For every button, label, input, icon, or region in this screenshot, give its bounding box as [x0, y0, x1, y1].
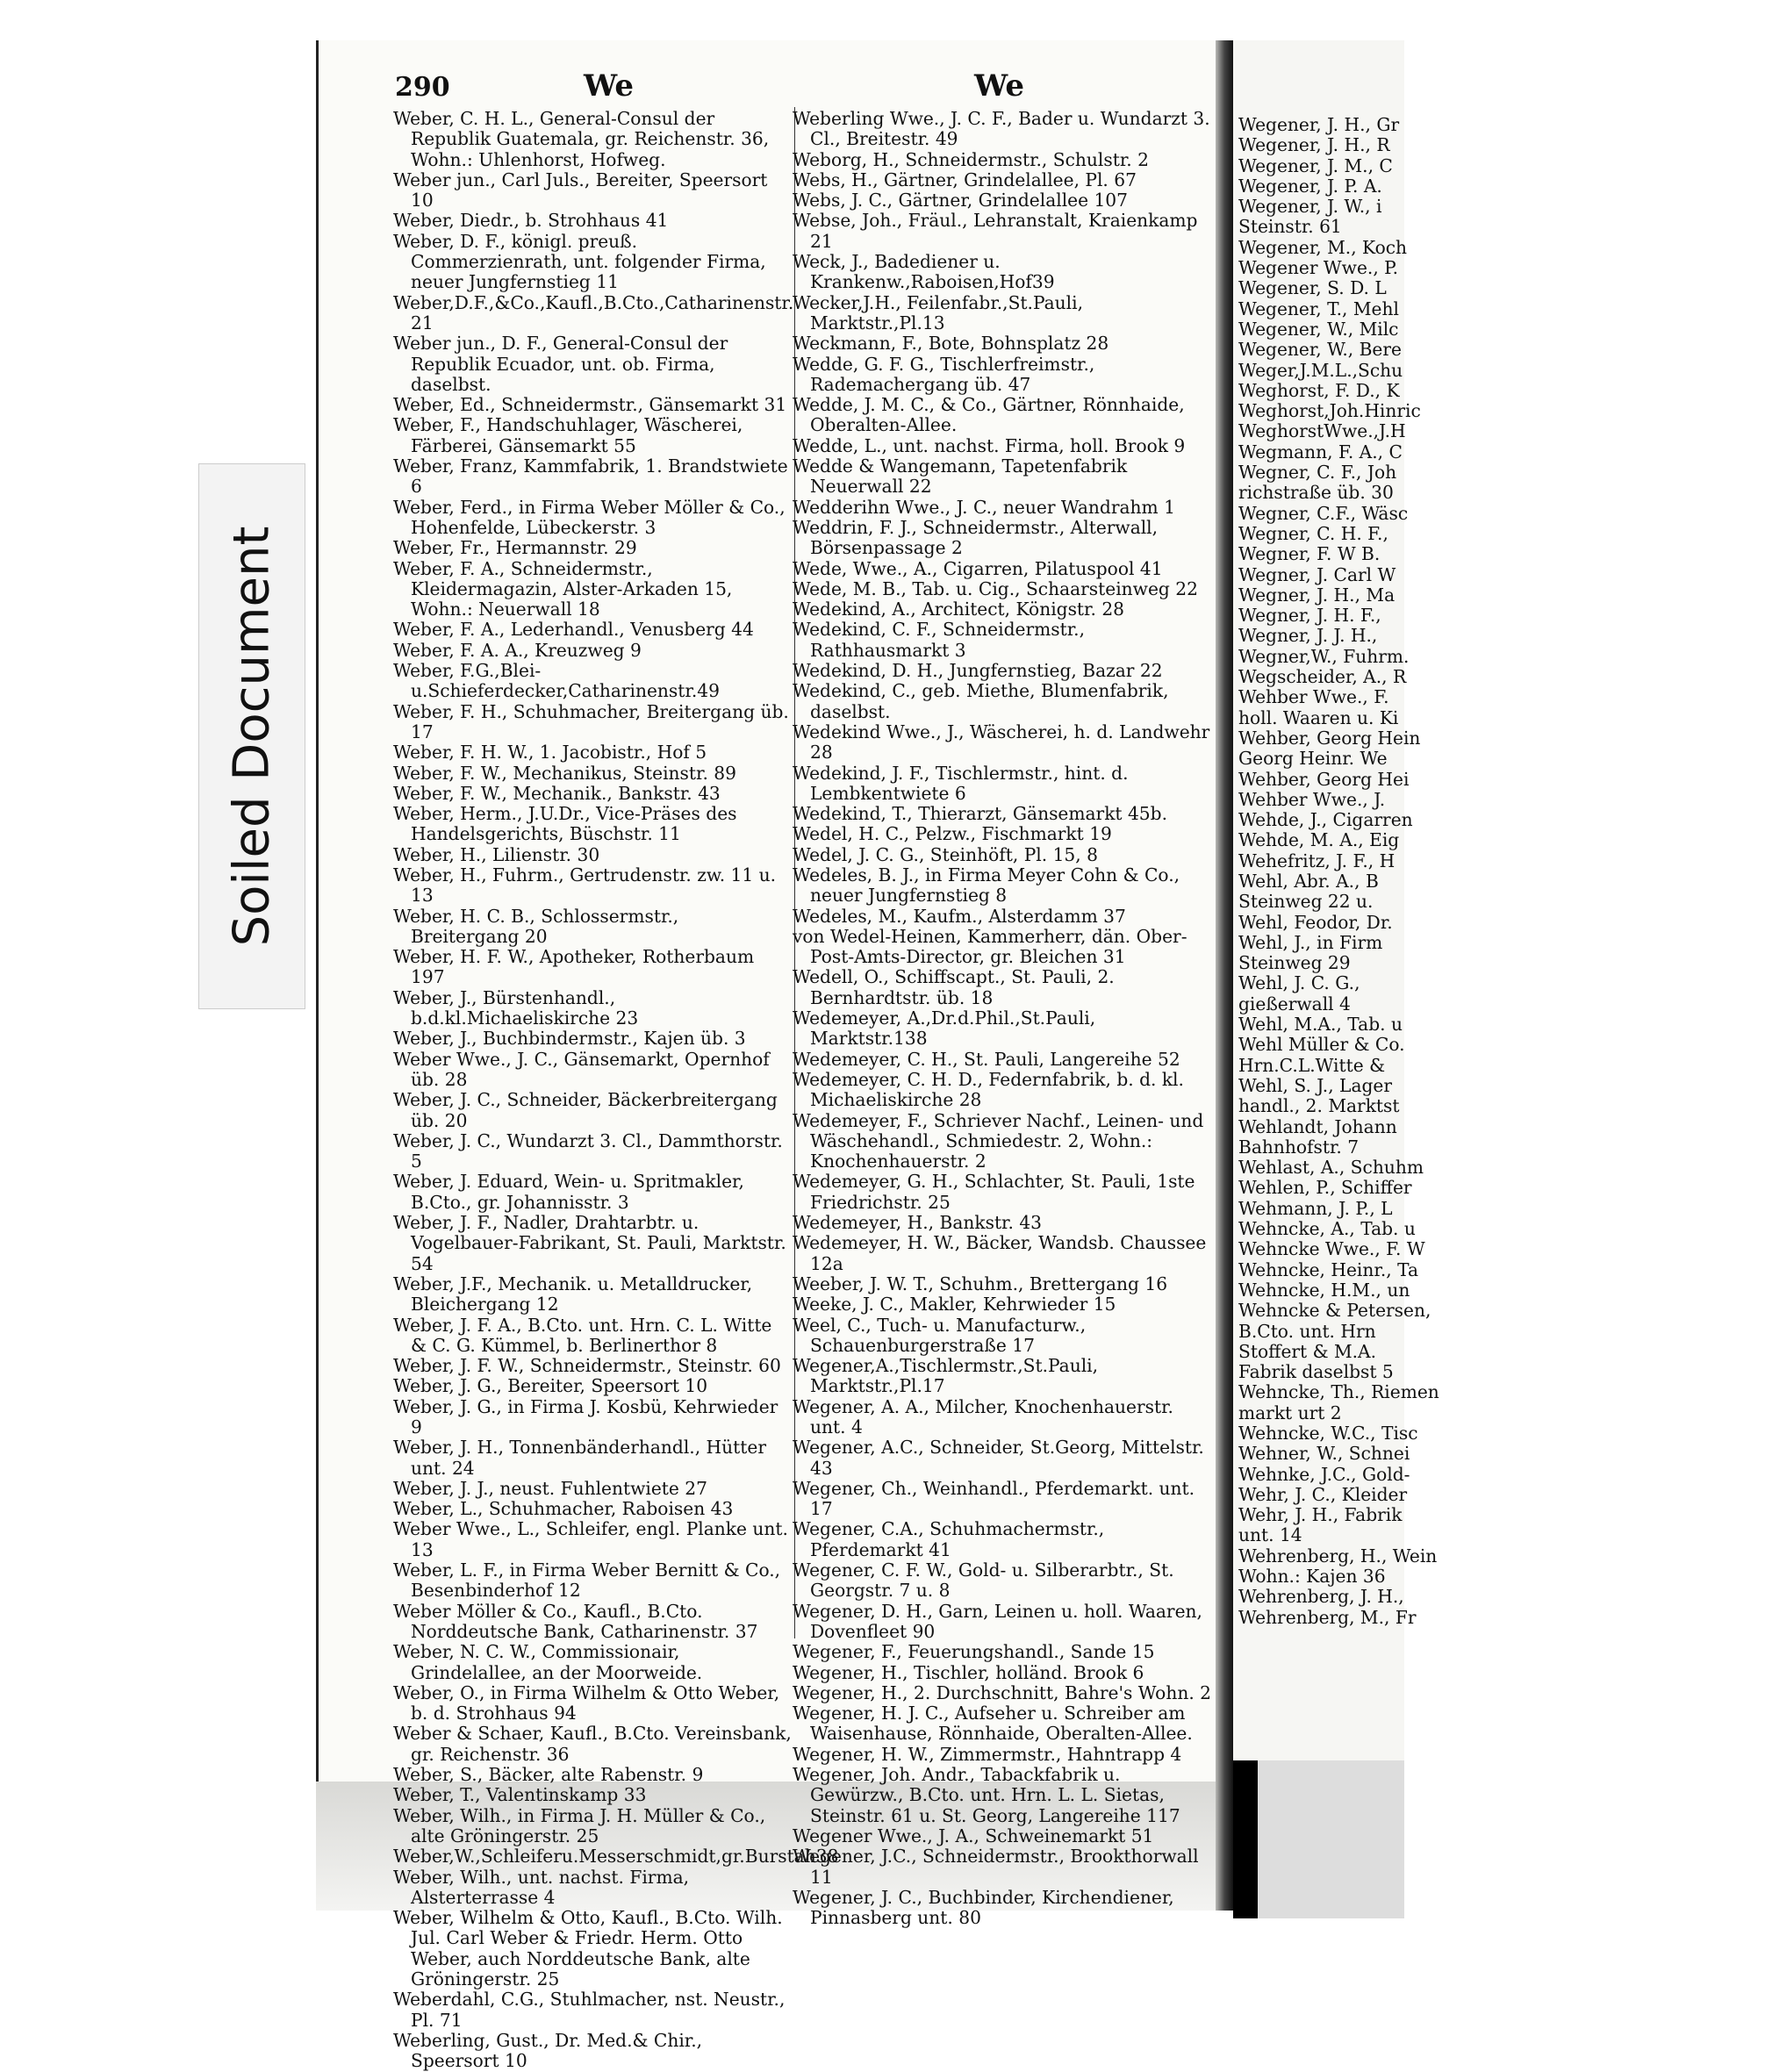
directory-entry: Weck, J., Badediener u. Krankenw.,Raboisen,Hof39 [793, 251, 1055, 293]
directory-entry: Wehlandt, Johann [1238, 1115, 1397, 1137]
directory-entry: Webs, J. C., Gärtner, Grindelallee 107 [793, 190, 1128, 212]
directory-entry: Weber, F., Handschuhlager, Wäscherei, Färberei, Gänsemarkt 55 [393, 414, 743, 456]
directory-entry: Wegner, J. J. H., [1238, 625, 1378, 647]
book-spine [1216, 40, 1233, 1911]
directory-entry: Wehl, Feodor, Dr. [1238, 911, 1393, 933]
directory-entry: von Wedel-Heinen, Kammerherr, dän. Ober-Post-Amts-Director, gr. Bleichen 31 [793, 925, 1187, 968]
directory-entry: Weddrin, F. J., Schneidermstr., Alterwall, Börsenpassage 2 [793, 516, 1159, 559]
directory-entry: Weghorst,Joh.Hinric [1238, 400, 1421, 422]
directory-entry: Wedel, J. C. G., Steinhöft, Pl. 15, 8 [793, 843, 1098, 865]
directory-entry: Wegener, A. A., Milcher, Knochenhauerstr. unt. 4 [793, 1395, 1173, 1437]
directory-entry: Weberling Wwe., J. C. F., Bader u. Wundarzt 3. Cl., Breitestr. 49 [793, 108, 1210, 150]
directory-entry: Wohn.: Kajen 36 [1238, 1566, 1386, 1588]
directory-entry: Weber, N. C. W., Commissionair, Grindelallee, an der Moorweide. [393, 1641, 703, 1683]
directory-entry: Wegmann, F. A., C [1238, 441, 1403, 462]
directory-entry: Wedell, O., Schiffscapt., St. Pauli, 2. Bernhardtstr. üb. 18 [793, 966, 1115, 1008]
directory-entry: Weeber, J. W. T., Schuhm., Brettergang 16 [793, 1273, 1168, 1294]
directory-entry: Stoffert & M.A. [1238, 1340, 1377, 1362]
directory-entry: Wegner, F. W B. [1238, 543, 1381, 565]
directory-entry: Wegener, H., 2. Durchschnitt, Bahre's Wohn. 2 [793, 1681, 1212, 1703]
directory-entry: Weber, J.F., Mechanik. u. Metalldrucker, Bleichergang 12 [393, 1273, 753, 1316]
directory-entry: Weber,D.F.,&Co.,Kaufl.,B.Cto.,Catharinenstr. 21 [393, 291, 794, 333]
directory-entry: Wegener, F., Feuerungshandl., Sande 15 [793, 1641, 1155, 1663]
directory-entry: Weber Möller & Co., Kaufl., B.Cto. Norddeutsche Bank, Catharinenstr. 37 [393, 1600, 758, 1642]
directory-entry: Weber, J. G., Bereiter, Speersort 10 [393, 1375, 708, 1397]
directory-entry: Wedekind, T., Thierarzt, Gänsemarkt 45b. [793, 803, 1167, 825]
directory-entry: Wegner, J. Carl W [1238, 563, 1396, 585]
running-header-right: We [974, 68, 1025, 104]
directory-entry: richstraße üb. 30 [1238, 482, 1394, 504]
book-page-right [1233, 40, 1439, 1911]
soiled-document-label [198, 463, 305, 1009]
directory-entry: Weeke, J. C., Makler, Kehrwieder 15 [793, 1294, 1116, 1316]
directory-entry: Weber, J. F., Nadler, Drahtarbtr. u. Vogelbauer-Fabrikant, St. Pauli, Marktstr. 54 [393, 1212, 786, 1274]
directory-entry: Weber, J. F. W., Schneidermstr., Steinstr. 60 [393, 1355, 781, 1377]
directory-entry: Wedemeyer, C. H., St. Pauli, Langereihe 52 [793, 1048, 1180, 1070]
directory-entry: Weckmann, F., Bote, Bohnsplatz 28 [793, 333, 1109, 355]
directory-entry: Wehlast, A., Schuhm [1238, 1157, 1424, 1179]
directory-entry: Wehncke, H.M., un [1238, 1279, 1410, 1301]
directory-entry: Wegener, J. C., Buchbinder, Kirchendiener, Pinnasberg unt. 80 [793, 1886, 1174, 1929]
directory-entry: Wedemeyer, H. W., Bäcker, Wandsb. Chaussee 12a [793, 1232, 1207, 1274]
directory-entry: Wehber, Georg Hein [1238, 727, 1421, 749]
directory-entry: Wehlen, P., Schiffer [1238, 1177, 1412, 1199]
directory-entry: Wehrenberg, H., Wein [1238, 1545, 1438, 1567]
directory-entry: Wedekind, D. H., Jungfernstieg, Bazar 22 [793, 660, 1163, 682]
directory-entry: Wehber Wwe., J. [1238, 788, 1386, 810]
directory-entry: Weberling, Gust., Dr. Med.& Chir., Speersort 10 [393, 2029, 703, 2072]
directory-entry: Wedde & Wangemann, Tapetenfabrik Neuerwall 22 [793, 455, 1128, 498]
directory-entry: Steinstr. 61 [1238, 216, 1342, 238]
soiled-document-text: Soiled Document [223, 526, 281, 947]
directory-entry: WeghorstWwe.,J.H [1238, 420, 1406, 442]
directory-entry: Wegscheider, A., R [1238, 666, 1407, 688]
directory-entry: gießerwall 4 [1238, 993, 1351, 1014]
directory-entry: Weber Wwe., L., Schleifer, engl. Planke unt. 13 [393, 1518, 788, 1560]
directory-entry: Wehncke Wwe., F. W [1238, 1238, 1425, 1260]
directory-entry: Webs, H., Gärtner, Grindelallee, Pl. 67 [793, 168, 1137, 190]
directory-entry: Weber, H., Lilienstr. 30 [393, 843, 600, 865]
directory-entry: Weborg, H., Schneidermstr., Schulstr. 2 [793, 148, 1149, 170]
directory-entry: Weber, Ferd., in Firma Weber Möller & Co., Hohenfelde, Lübeckerstr. 3 [393, 496, 786, 538]
page-number: 290 [395, 72, 450, 103]
directory-entry: Wegener, H. J. C., Aufseher u. Schreiber am Waisenhause, Rönnhaide, Oberalten-Allee. [793, 1703, 1193, 1745]
directory-entry: Weber, Herm., J.U.Dr., Vice-Präses des Handelsgerichts, Büschstr. 11 [393, 803, 737, 845]
directory-entry: Bahnhofstr. 7 [1238, 1136, 1360, 1158]
directory-entry: Wedekind, C. F., Schneidermstr., Rathhausmarkt 3 [793, 619, 1085, 661]
directory-entry: Weber, F. W., Mechanik., Bankstr. 43 [393, 782, 721, 804]
directory-entry: Wehl, J., in Firm [1238, 931, 1383, 953]
directory-entry: Weber, J. J., neust. Fuhlentwiete 27 [393, 1477, 707, 1499]
directory-entry: Wedde, G. F. G., Tischlerfreimstr., Rademachergang üb. 47 [793, 353, 1095, 395]
directory-entry: Weber, F. H. W., 1. Jacobistr., Hof 5 [393, 742, 707, 764]
directory-entry: holl. Waaren u. Ki [1238, 706, 1399, 728]
directory-entry: Weber,W.,Schleiferu.Messerschmidt,gr.Burstah38 [393, 1846, 839, 1868]
directory-entry: Wegener, W., Milc [1238, 318, 1399, 340]
directory-entry: Weber, H. F. W., Apotheker, Rotherbaum 197 [393, 946, 755, 988]
directory-entry: Weber, F.G.,Blei-u.Schieferdecker,Catharinenstr.49 [393, 660, 720, 702]
directory-entry: Fabrik daselbst 5 [1238, 1361, 1394, 1383]
directory-entry: Weber, D. F., königl. preuß. Commerzienrath, unt. folgender Firma, neuer Jungfernstieg 11 [393, 230, 766, 293]
directory-entry: Weber, L., Schuhmacher, Raboisen 43 [393, 1498, 734, 1520]
directory-entry: Wecker,J.H., Feilenfabr.,St.Pauli, Marktstr.,Pl.13 [793, 291, 1083, 333]
directory-entry: Weber, J. G., in Firma J. Kosbü, Kehrwieder 9 [393, 1395, 778, 1437]
directory-entry: Weber, H. C. B., Schlossermstr., Breitergang 20 [393, 905, 679, 947]
directory-entry: Weber, Diedr., b. Strohhaus 41 [393, 210, 669, 232]
directory-entry: Weber, J. C., Schneider, Bäckerbreitergang üb. 20 [393, 1089, 778, 1131]
directory-entry: Wegener, H., Tischler, holländ. Brook 6 [793, 1661, 1144, 1683]
directory-entry: B.Cto. unt. Hrn [1238, 1320, 1376, 1342]
directory-entry: Weber, L. F., in Firma Weber Bernitt & Co., Besenbinderhof 12 [393, 1559, 781, 1602]
directory-entry: Wehncke, A., Tab. u [1238, 1218, 1416, 1240]
directory-entry: Wegener, M., Koch [1238, 236, 1408, 258]
directory-entry: Wegner,W., Fuhrm. [1238, 645, 1410, 667]
directory-entry: Wehl, M.A., Tab. u [1238, 1014, 1403, 1036]
directory-entry: Wede, M. B., Tab. u. Cig., Schaarsteinweg 22 [793, 577, 1198, 599]
directory-entry: Wehmann, J. P., L [1238, 1197, 1393, 1219]
directory-column-middle [793, 109, 1214, 1928]
directory-entry: Wedemeyer, A.,Dr.d.Phil.,St.Pauli, Marktstr.138 [793, 1007, 1096, 1050]
directory-entry: Wegener, J. H., R [1238, 134, 1390, 156]
directory-entry: Wegener Wwe., P. [1238, 257, 1399, 279]
directory-entry: Wegener, J. H., Gr [1238, 114, 1400, 135]
directory-entry: Weger,J.M.L.,Schu [1238, 359, 1403, 381]
directory-entry: Wehncke & Petersen, [1238, 1300, 1431, 1322]
directory-entry: Weber, F. H., Schuhmacher, Breitergang üb. 17 [393, 700, 789, 742]
directory-entry: Wehncke, W.C., Tisc [1238, 1423, 1418, 1444]
directory-entry: Wedekind, J. F., Tischlermstr., hint. d. Lembkentwiete 6 [793, 762, 1129, 804]
directory-entry: markt urt 2 [1238, 1402, 1342, 1423]
directory-entry: Wehl, S. J., Lager [1238, 1074, 1393, 1096]
directory-entry: Wehde, J., Cigarren [1238, 809, 1413, 831]
directory-entry: Wegener Wwe., J. A., Schweinemarkt 51 [793, 1825, 1154, 1846]
directory-entry: Wegener, D. H., Garn, Leinen u. holl. Waaren, Dovenfleet 90 [793, 1600, 1202, 1642]
directory-entry: Wehr, J. H., Fabrik [1238, 1504, 1403, 1526]
directory-entry: Weber & Schaer, Kaufl., B.Cto. Vereinsbank, gr. Reichenstr. 36 [393, 1723, 792, 1765]
directory-entry: Wegner, J. H., Ma [1238, 584, 1395, 606]
directory-entry: Wegener, Joh. Andr., Tabackfabrik u. Gewürzw., B.Cto. unt. Hrn. L. L. Sietas, Steinstr. 61 u. St. Georg, Langereihe 117 [793, 1764, 1180, 1826]
directory-entry: Wedderihn Wwe., J. C., neuer Wandrahm 1 [793, 496, 1175, 518]
directory-entry: Weber, Ed., Schneidermstr., Gänsemarkt 31 [393, 394, 787, 416]
directory-entry: Weberdahl, C.G., Stuhlmacher, nst. Neustr., Pl. 71 [393, 1989, 786, 2031]
directory-entry: Wegener, J. P. A. [1238, 175, 1382, 197]
directory-entry: Wegener, S. D. L [1238, 277, 1387, 299]
directory-column-left [393, 108, 839, 2072]
directory-entry: Steinweg 22 u. [1238, 891, 1374, 913]
directory-entry: Weber, J. F. A., B.Cto. unt. Hrn. C. L. Witte & C. G. Kümmel, b. Berlinerthor 8 [393, 1314, 772, 1356]
directory-entry: Weber, F. A. A., Kreuzweg 9 [393, 639, 642, 661]
directory-entry: Wedemeyer, C. H. D., Federnfabrik, b. d. kl. Michaeliskirche 28 [793, 1068, 1184, 1111]
directory-entry: Wehl Müller & Co. [1238, 1034, 1405, 1056]
directory-entry: Wedde, J. M. C., & Co., Gärtner, Rönnhaide, Oberalten-Allee. [793, 394, 1185, 436]
directory-entry: Weber, Fr., Hermannstr. 29 [393, 537, 637, 559]
directory-entry: Wehncke, Th., Riemen [1238, 1381, 1439, 1403]
directory-entry: Weber, S., Bäcker, alte Rabenstr. 9 [393, 1764, 704, 1786]
directory-entry: Weber, O., in Firma Wilhelm & Otto Weber, b. d. Strohhaus 94 [393, 1681, 780, 1724]
running-header-left: We [584, 68, 635, 104]
directory-entry: Weber, Franz, Kammfabrik, 1. Brandstwiete 6 [393, 455, 788, 498]
directory-entry: Wegner, C. F., Joh [1238, 462, 1397, 484]
directory-entry: Wegener, J. W., i [1238, 196, 1382, 218]
directory-entry: Wehber, Georg Hei [1238, 768, 1410, 790]
directory-entry: Weel, C., Tuch- u. Manufacturw., Schauenburgerstraße 17 [793, 1314, 1087, 1356]
directory-entry: Wede, Wwe., A., Cigarren, Pilatuspool 41 [793, 557, 1163, 579]
directory-entry: Wegner, C. H. F., [1238, 522, 1388, 544]
directory-entry: Weber, H., Fuhrm., Gertrudenstr. zw. 11 u. 13 [393, 864, 777, 907]
directory-entry: Wehl, J. C. G., [1238, 972, 1360, 994]
directory-entry: Wegner, J. H. F., [1238, 605, 1381, 627]
directory-entry: Weber jun., Carl Juls., Bereiter, Speersort 10 [393, 168, 768, 212]
directory-entry: Weghorst, F. D., K [1238, 379, 1400, 401]
directory-entry: Wehner, W., Schnei [1238, 1443, 1410, 1465]
directory-entry: Wegener, Ch., Weinhandl., Pferdemarkt. unt. 17 [793, 1477, 1195, 1520]
directory-entry: Wehber Wwe., F. [1238, 686, 1389, 708]
directory-entry: Wehr, J. C., Kleider [1238, 1483, 1408, 1505]
directory-entry: Weber, F. W., Mechanikus, Steinstr. 89 [393, 762, 736, 784]
directory-entry: Wedeles, M., Kaufm., Alsterdamm 37 [793, 905, 1126, 927]
directory-entry: Wegener, A.C., Schneider, St.Georg, Mittelstr. 43 [793, 1437, 1204, 1479]
directory-entry: Wegener, W., Bere [1238, 339, 1402, 361]
directory-entry: Wedekind, C., geb. Miethe, Blumenfabrik, daselbst. [793, 680, 1169, 722]
directory-entry: Weber, Wilh., in Firma J. H. Müller & Co., alte Gröningerstr. 25 [393, 1804, 766, 1846]
directory-entry: Weber Wwe., J. C., Gänsemarkt, Opernhof üb. 28 [393, 1048, 770, 1090]
directory-entry: Wehefritz, J. F., H [1238, 850, 1395, 871]
directory-entry: Hrn.C.L.Witte & [1238, 1054, 1386, 1076]
directory-entry: Georg Heinr. We [1238, 748, 1388, 770]
directory-entry: Wedde, L., unt. nachst. Firma, holl. Brook 9 [793, 434, 1186, 456]
directory-entry: Weber, J. Eduard, Wein- u. Spritmakler, B.Cto., gr. Johannisstr. 3 [393, 1171, 744, 1213]
directory-entry: Wehde, M. A., Eig [1238, 829, 1400, 851]
directory-entry: Wegener, T., Mehl [1238, 298, 1399, 319]
directory-entry: Wegner, C.F., Wäsc [1238, 502, 1409, 524]
directory-entry: Wegener, C. F. W., Gold- u. Silberarbtr., St. Georgstr. 7 u. 8 [793, 1559, 1174, 1602]
directory-entry: Weber, F. A., Schneidermstr., Kleidermagazin, Alster-Arkaden 15, Wohn.: Neuerwall 18 [393, 557, 733, 620]
directory-entry: Weber jun., D. F., General-Consul der Republik Ecuador, unt. ob. Firma, daselbst. [393, 333, 728, 395]
directory-entry: Wedemeyer, G. H., Schlachter, St. Pauli, 1ste Friedrichstr. 25 [793, 1171, 1195, 1213]
directory-entry: Wedel, H. C., Pelzw., Fischmarkt 19 [793, 823, 1112, 845]
directory-entry: unt. 14 [1238, 1524, 1302, 1546]
directory-entry: Weber, Wilhelm & Otto, Kaufl., B.Cto. Wilh. Jul. Carl Weber & Friedr. Herm. Otto Weber, auch Norddeutsche Bank, alte Gröningerstr. 25 [393, 1907, 783, 1990]
directory-entry: Wegener,A.,Tischlermstr.,St.Pauli, Marktstr.,Pl.17 [793, 1355, 1099, 1397]
directory-entry: Wegener, J.C., Schneidermstr., Brookthorwall 11 [793, 1846, 1199, 1888]
directory-entry: Wehrenberg, J. H., [1238, 1586, 1404, 1608]
directory-entry: Wehnke, J.C., Gold- [1238, 1463, 1410, 1485]
directory-entry: Webse, Joh., Fräul., Lehranstalt, Kraienkamp 21 [793, 210, 1198, 252]
directory-entry: Wedeles, B. J., in Firma Meyer Cohn & Co., neuer Jungfernstieg 8 [793, 864, 1180, 907]
directory-entry: Weber, J. H., Tonnenbänderhandl., Hütter unt. 24 [393, 1437, 766, 1479]
directory-entry: Wedemeyer, F., Schriever Nachf., Leinen- und Wäschehandl., Schmiedestr. 2, Wohn.: Knochenhauerstr. 2 [793, 1109, 1204, 1172]
directory-entry: Weber, F. A., Lederhandl., Venusberg 44 [393, 619, 754, 641]
right-page-edge [1233, 1760, 1404, 1918]
directory-entry: Wegener, J. M., C [1238, 154, 1393, 176]
directory-entry: Weber, T., Valentinskamp 33 [393, 1784, 647, 1806]
directory-entry: Wedemeyer, H., Bankstr. 43 [793, 1212, 1043, 1234]
directory-entry: Weber, C. H. L., General-Consul der Republik Guatemala, gr. Reichenstr. 36, Wohn.: Uhlenhorst, Hofweg. [393, 108, 770, 170]
directory-entry: Wedekind, A., Architect, Königstr. 28 [793, 599, 1125, 620]
directory-entry: Weber, Wilh., unt. nachst. Firma, Alsterterrasse 4 [393, 1866, 690, 1908]
directory-entry: Wehl, Abr. A., B [1238, 870, 1379, 892]
directory-entry: handl., 2. Marktst [1238, 1095, 1400, 1117]
directory-entry: Weber, J. C., Wundarzt 3. Cl., Dammthorstr. 5 [393, 1129, 783, 1172]
directory-entry: Weber, J., Buchbindermstr., Kajen üb. 3 [393, 1028, 746, 1050]
directory-column-right-fragments [1238, 115, 1765, 1628]
directory-entry: Wedekind Wwe., J., Wäscherei, h. d. Landwehr 28 [793, 721, 1210, 764]
directory-entry: Wegener, C.A., Schuhmachermstr., Pferdemarkt 41 [793, 1518, 1105, 1560]
directory-entry: Wehrenberg, M., Fr [1238, 1606, 1417, 1628]
directory-entry: Wehncke, Heinr., Ta [1238, 1258, 1418, 1280]
directory-entry: Weber, J., Bürstenhandl., b.d.kl.Michaeliskirche 23 [393, 986, 639, 1029]
directory-entry: Steinweg 29 [1238, 952, 1351, 974]
directory-entry: Wegener, H. W., Zimmermstr., Hahntrapp 4 [793, 1743, 1182, 1765]
